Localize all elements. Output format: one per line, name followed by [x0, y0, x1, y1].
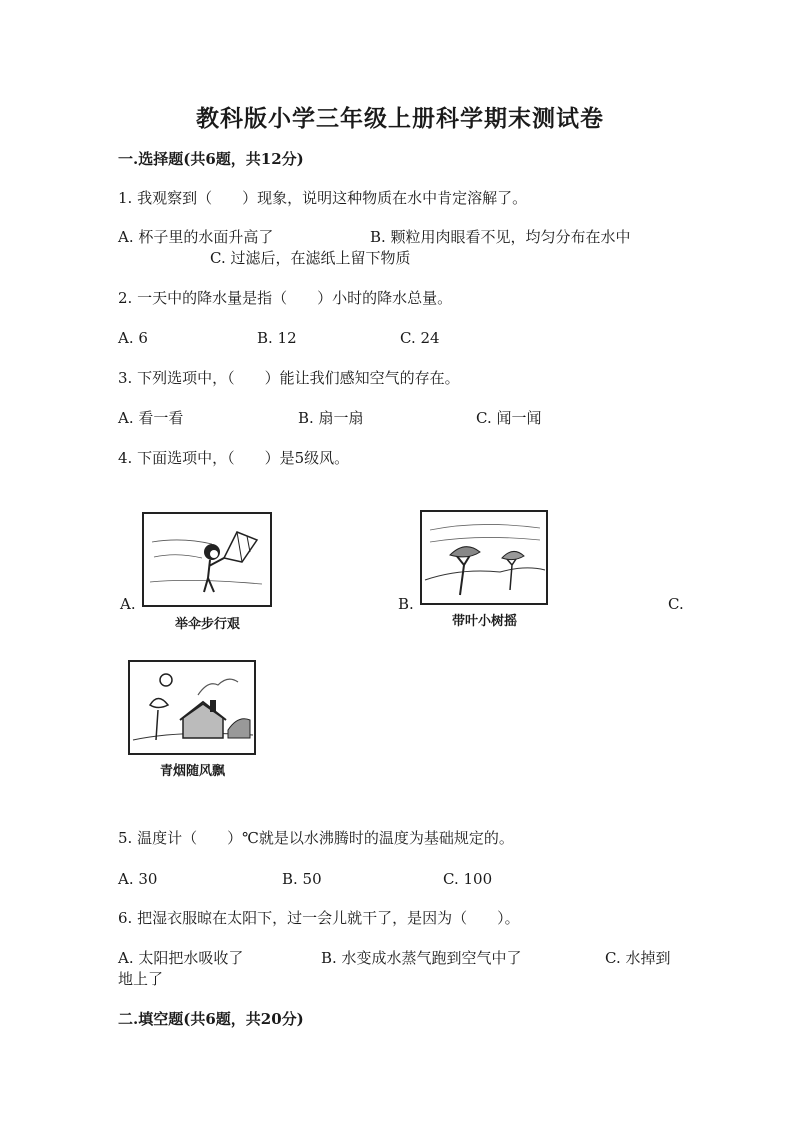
- section-heading-choice: 一.选择题(共6题，共12分): [118, 150, 304, 168]
- question-1-option-c: C. 过滤后，在滤纸上留下物质: [210, 249, 411, 267]
- question-5-option-c: C. 100: [443, 870, 493, 888]
- section-heading-fill: 二.填空题(共6题，共20分): [118, 1010, 304, 1028]
- question-4-stem: 4. 下面选项中，（ ）是5级风。: [118, 449, 350, 467]
- question-6-option-c-wrap: 地上了: [118, 970, 164, 988]
- question-2-option-a: A. 6: [118, 329, 148, 347]
- question-3-stem: 3. 下列选项中，（ ）能让我们感知空气的存在。: [118, 369, 460, 387]
- question-2-option-c: C. 24: [400, 329, 440, 347]
- question-4-option-c: C.: [668, 595, 684, 613]
- question-2-stem: 2. 一天中的降水量是指（ ）小时的降水总量。: [118, 289, 453, 307]
- umbrella-walker-illustration: [142, 512, 272, 607]
- swaying-trees-illustration: [420, 510, 548, 605]
- question-3-option-c: C. 闻一闻: [476, 409, 542, 427]
- question-4-option-b: B.: [398, 595, 414, 613]
- question-1-option-a: A. 杯子里的水面升高了: [118, 228, 274, 246]
- question-4-caption-a: 举伞步行艰: [174, 617, 240, 632]
- page-title: 教科版小学三年级上册科学期末测试卷: [196, 105, 604, 132]
- question-1-stem: 1. 我观察到（ ）现象，说明这种物质在水中肯定溶解了。: [118, 189, 528, 207]
- question-6-option-b: B. 水变成水蒸气跑到空气中了: [321, 949, 522, 967]
- question-5-stem: 5. 温度计（ ）℃就是以水沸腾时的温度为基础规定的。: [118, 829, 514, 847]
- question-2-option-b: B. 12: [257, 329, 297, 347]
- question-5-option-a: A. 30: [118, 870, 158, 888]
- question-5-option-b: B. 50: [282, 870, 322, 888]
- question-6-stem: 6. 把湿衣服晾在太阳下，过一会儿就干了，是因为（ ）。: [118, 909, 520, 927]
- question-4-option-a: A.: [120, 595, 136, 613]
- question-3-option-a: A. 看一看: [118, 409, 184, 427]
- question-1-option-b: B. 颗粒用肉眼看不见，均匀分布在水中: [370, 228, 631, 246]
- question-3-option-b: B. 扇一扇: [298, 409, 364, 427]
- question-6-option-c: C. 水掉到: [605, 949, 671, 967]
- question-4-caption-b: 带叶小树摇: [451, 614, 517, 629]
- house-smoke-illustration: [128, 660, 256, 755]
- question-6-option-a: A. 太阳把水吸收了: [118, 949, 244, 967]
- question-4-caption-c: 青烟随风飘: [159, 764, 225, 779]
